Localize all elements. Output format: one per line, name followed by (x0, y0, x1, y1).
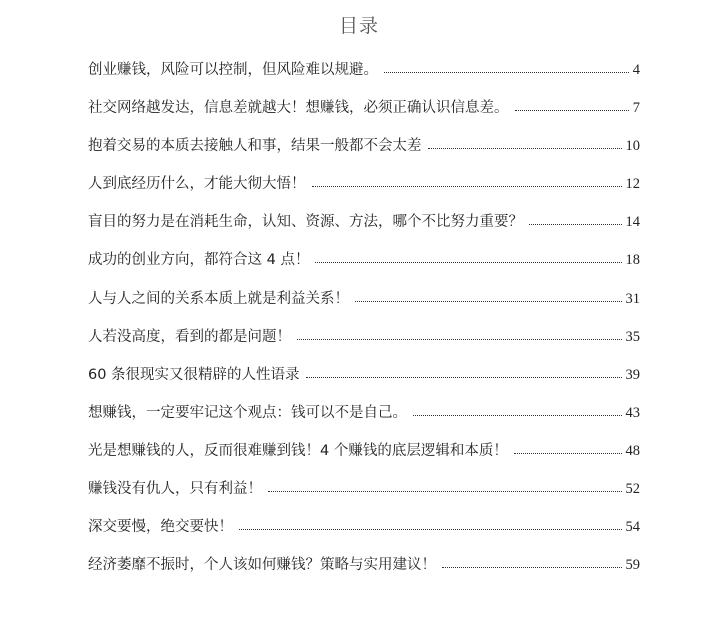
toc-title: 目录 (338, 15, 379, 37)
toc-entry-page: 59 (625, 557, 640, 574)
dot-leader (413, 415, 622, 416)
toc-entry-label: 抱着交易的本质去接触人和事，结果一般都不会太差 (88, 138, 422, 155)
dot-leader (312, 186, 622, 187)
toc-entry[interactable] (88, 325, 640, 363)
toc-entry-page: 43 (625, 404, 640, 421)
dot-leader (442, 567, 622, 568)
dot-leader (384, 72, 629, 73)
toc-entry-label: 社交网络越发达，信息差就越大！想赚钱，必须正确认识信息差。 (88, 100, 509, 117)
toc-entry[interactable] (88, 553, 640, 591)
toc-entry[interactable] (88, 477, 640, 515)
dot-leader (529, 224, 622, 225)
dot-leader (306, 377, 622, 378)
toc-entry-page: 7 (632, 100, 640, 117)
toc-entry[interactable] (88, 248, 640, 286)
toc-entry-label: 想赚钱，一定要牢记这个观点：钱可以不是自己。 (88, 404, 407, 421)
toc-entry[interactable] (88, 58, 640, 96)
toc-entry-page: 10 (625, 138, 640, 155)
dot-leader (428, 148, 622, 149)
toc-entry[interactable] (88, 401, 640, 439)
dot-leader (514, 453, 622, 454)
toc-entry-page: 48 (625, 442, 640, 459)
toc-entry[interactable] (88, 439, 640, 477)
toc-entry[interactable] (88, 287, 640, 325)
toc-entry[interactable] (88, 363, 640, 401)
table-of-contents (88, 58, 640, 591)
toc-entry[interactable] (88, 210, 640, 248)
toc-entry[interactable] (88, 515, 640, 553)
toc-entry-page: 14 (625, 214, 640, 231)
toc-entry-page: 12 (625, 176, 640, 193)
toc-entry-label: 经济萎靡不振时，个人该如何赚钱？策略与实用建议！ (88, 557, 436, 574)
toc-entry[interactable] (88, 134, 640, 172)
dot-leader (315, 262, 621, 263)
toc-entry-page: 35 (625, 328, 640, 345)
toc-entry-label: 人与人之间的关系本质上就是利益关系！ (88, 290, 349, 307)
toc-entry-label: 赚钱没有仇人，只有利益！ (88, 481, 262, 498)
toc-entry-label: 人到底经历什么，才能大彻大悟！ (88, 176, 306, 193)
toc-entry-page: 52 (625, 481, 640, 498)
dot-leader (515, 110, 629, 111)
dot-leader (297, 339, 622, 340)
dot-leader (268, 491, 622, 492)
toc-entry-label: 光是想赚钱的人，反而很难赚到钱！4 个赚钱的底层逻辑和本质！ (88, 442, 508, 459)
toc-entry-label: 人若没高度，看到的都是问题！ (88, 328, 291, 345)
toc-entry-page: 18 (625, 252, 640, 269)
toc-entry-page: 54 (625, 519, 640, 536)
toc-entry-label: 盲目的努力是在消耗生命，认知、资源、方法，哪个不比努力重要？ (88, 214, 523, 231)
toc-entry-label: 成功的创业方向，都符合这 4 点！ (88, 252, 310, 269)
dot-leader (239, 529, 622, 530)
toc-entry-page: 39 (625, 366, 640, 383)
toc-entry-label: 60 条很现实又很精辟的人性语录 (88, 366, 300, 383)
toc-entry[interactable] (88, 96, 640, 134)
toc-entry-label: 创业赚钱，风险可以控制，但风险难以规避。 (88, 62, 378, 78)
toc-entry[interactable] (88, 172, 640, 210)
toc-entry-label: 深交要慢，绝交要快！ (88, 519, 233, 536)
dot-leader (355, 301, 622, 302)
toc-entry-page: 4 (632, 62, 640, 78)
toc-entry-page: 31 (625, 290, 640, 307)
